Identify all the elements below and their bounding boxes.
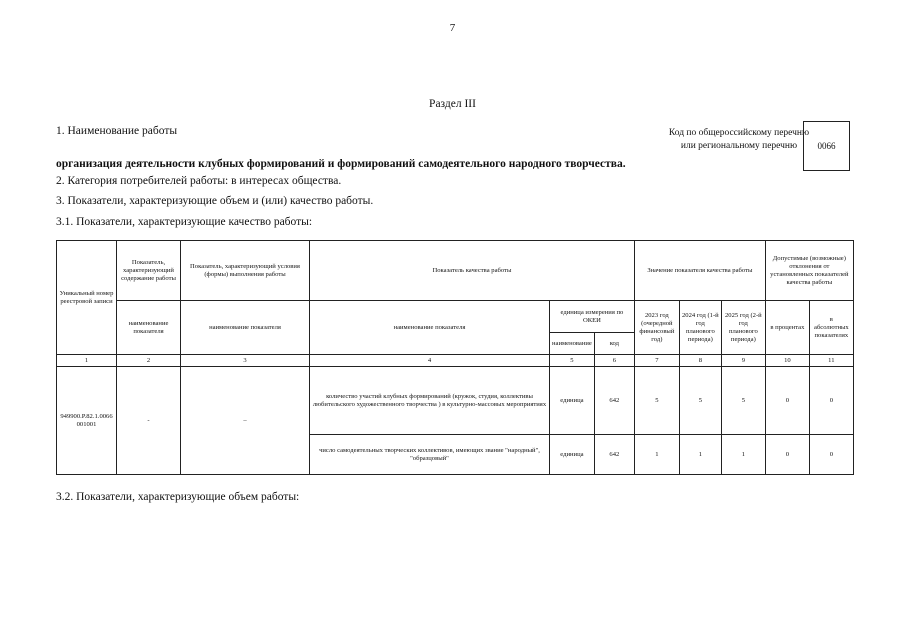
absolute-cell: 0 xyxy=(809,435,853,475)
header-in-percent: в процентах xyxy=(765,301,809,355)
column-number: 1 xyxy=(57,355,117,367)
registry-number-cell: 949900.Р.82.1.0066001001 xyxy=(57,367,117,475)
volume-heading: 3.2. Показатели, характеризующие объем работы: xyxy=(56,491,300,503)
column-number: 10 xyxy=(765,355,809,367)
header-unit-name: наименование xyxy=(550,333,595,355)
work-name-label: 1. Наименование работы xyxy=(56,125,178,137)
percent-cell: 0 xyxy=(765,367,809,435)
header-unit-okei: единица измерения по ОКЕИ xyxy=(550,301,635,333)
header-allowed-deviation: Допустимые (возможные) отклонения от установленных показателей качества работы xyxy=(765,241,853,301)
header-indicator-name-3: наименование показателя xyxy=(310,301,550,355)
value-2025-cell: 1 xyxy=(721,435,765,475)
column-numbers-row xyxy=(57,355,854,367)
column-number: 4 xyxy=(310,355,550,367)
column-number: 8 xyxy=(679,355,721,367)
header-year-2025: 2025 год (2-й год планового периода) xyxy=(721,301,765,355)
header-year-2023: 2023 год (очередной финансовый год) xyxy=(634,301,679,355)
column-number: 11 xyxy=(809,355,853,367)
value-2023-cell: 5 xyxy=(634,367,679,435)
value-2023-cell: 1 xyxy=(634,435,679,475)
header-year-2024: 2024 год (1-й год планового периода) xyxy=(679,301,721,355)
indicator-name-cell: количество участий клубных формирований (кружок, студия, коллективы любительского художественного творчества ) в культурно-массовых мероприятиях xyxy=(310,367,550,435)
section-title: Раздел III xyxy=(429,98,476,110)
column-number: 2 xyxy=(117,355,181,367)
header-content-indicator: Показатель, характеризующий содержание работы xyxy=(117,241,181,301)
header-unit-code: код xyxy=(594,333,634,355)
code-label: Код по общероссийскому перечню или региональному перечню xyxy=(668,128,810,151)
page-number: 7 xyxy=(449,22,456,34)
column-number: 7 xyxy=(634,355,679,367)
value-2025-cell: 5 xyxy=(721,367,765,435)
code-value: 0066 xyxy=(817,141,836,151)
column-number: 3 xyxy=(181,355,310,367)
work-name-value: организация деятельности клубных формирований и формирований самодеятельного народного творчества. xyxy=(56,158,626,170)
code-cell: 642 xyxy=(594,367,634,435)
column-number: 6 xyxy=(594,355,634,367)
header-in-absolute: в абсолютных показателях xyxy=(809,301,853,355)
absolute-cell: 0 xyxy=(809,367,853,435)
consumer-category: 2. Категория потребителей работы: в интересах общества. xyxy=(56,175,342,187)
value-2024-cell: 1 xyxy=(679,435,721,475)
quality-heading: 3.1. Показатели, характеризующие качество работы: xyxy=(56,216,313,228)
indicator-name-cell: число самодеятельных творческих коллективов, имеющих звание "народный", "образцовый" xyxy=(310,435,550,475)
content-value-cell: - xyxy=(117,367,181,475)
table-row xyxy=(57,367,854,435)
indicators-heading: 3. Показатели, характеризующие объем и (или) качество работы. xyxy=(56,195,374,207)
column-number: 5 xyxy=(550,355,595,367)
header-quality-indicator: Показатель качества работы xyxy=(310,241,635,301)
header-indicator-name-2: наименование показателя xyxy=(181,301,310,355)
quality-table xyxy=(56,240,854,475)
header-quality-value: Значение показателя качества работы xyxy=(634,241,765,301)
header-conditions-indicator: Показатель, характеризующий условия (формы) выполнения работы xyxy=(181,241,310,301)
column-number: 9 xyxy=(721,355,765,367)
unit-cell: единица xyxy=(550,435,595,475)
value-2024-cell: 5 xyxy=(679,367,721,435)
header-indicator-name-1: наименование показателя xyxy=(117,301,181,355)
conditions-value-cell: – xyxy=(181,367,310,475)
code-cell: 642 xyxy=(594,435,634,475)
unit-cell: единица xyxy=(550,367,595,435)
percent-cell: 0 xyxy=(765,435,809,475)
table-subheader-row xyxy=(57,301,854,333)
table-header-row xyxy=(57,241,854,301)
code-box xyxy=(803,121,850,171)
header-registry-number: Уникальный номер реестровой записи xyxy=(57,241,117,355)
